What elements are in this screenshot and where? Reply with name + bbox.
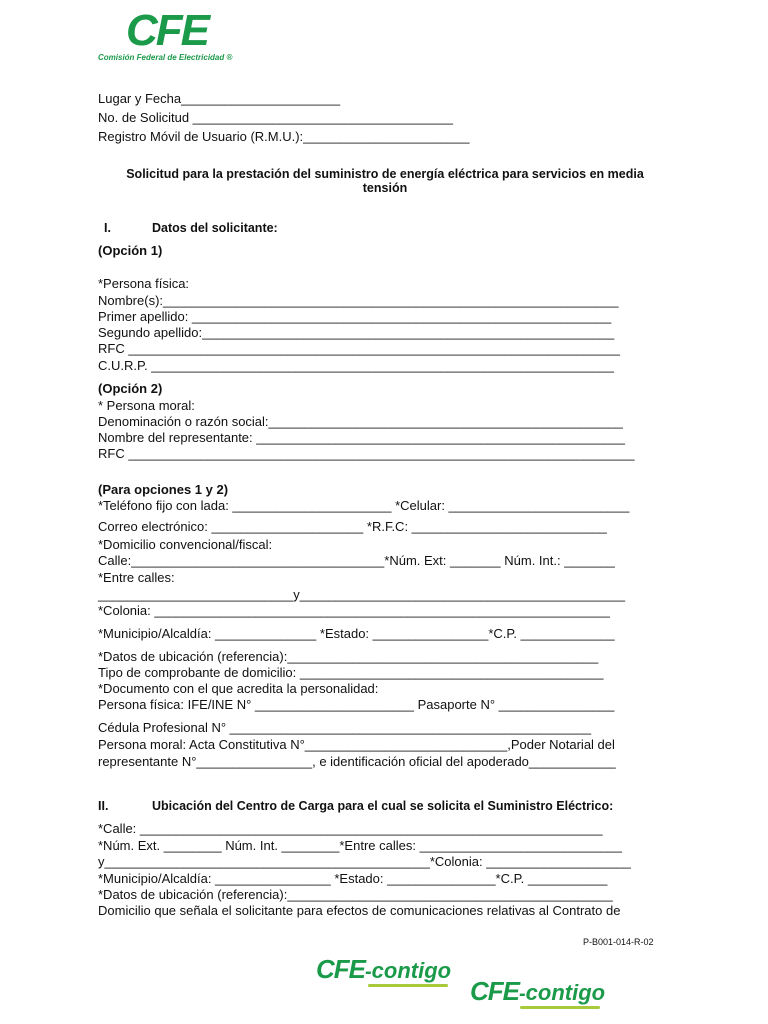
option-1-label: (Opción 1)	[98, 243, 163, 258]
form-line: Primer apellido: __________________________________________________________	[98, 309, 612, 324]
form-line: representante N°________________, e identificación oficial del apoderado____________	[98, 754, 616, 769]
cfe-contigo-logo-2: CFE-contigo	[470, 976, 606, 1006]
badge-swoosh	[368, 984, 448, 987]
form-line: C.U.R.P. ________________________________________________________________	[98, 358, 614, 373]
form-line: *Persona física:	[98, 276, 190, 291]
form-line: Segundo apellido:_________________________________________________________	[98, 325, 615, 340]
form-line: RFC ____________________________________________________________________	[98, 341, 620, 356]
field-no-solicitud: No. de Solicitud ____________________________________	[98, 110, 453, 125]
cfe-logo: CFE	[126, 6, 208, 55]
form-line: *Colonia: _______________________________________________________________	[98, 603, 610, 618]
form-line: *Documento con el que acredita la personalidad:	[98, 681, 379, 696]
form-line: y_____________________________________________*Colonia: ____________________	[98, 854, 631, 869]
cfe-logo-subtitle: Comisión Federal de Electricidad ®	[98, 53, 233, 62]
form-line: *Entre calles:	[98, 570, 175, 585]
form-line: Denominación o razón social:_________________________________________________	[98, 414, 623, 429]
form-line: Cédula Profesional N° __________________________________________________	[98, 720, 592, 735]
form-line: ___________________________y_____________________________________________	[98, 587, 626, 602]
option-2-label: (Opción 2)	[98, 381, 163, 396]
options-both-label: (Para opciones 1 y 2)	[98, 482, 229, 497]
form-line: Persona moral: Acta Constitutiva N°____________________________,Poder Notarial del	[98, 737, 615, 752]
form-line: *Datos de ubicación (referencia):_____________________________________________	[98, 887, 613, 902]
form-line: Nombre del representante: ___________________________________________________	[98, 430, 625, 445]
form-line: RFC ______________________________________________________________________	[98, 446, 635, 461]
form-line: *Calle: ________________________________________________________________	[98, 821, 603, 836]
badge-cfe-text: CFE	[470, 976, 519, 1006]
form-line: *Municipio/Alcaldía: ______________ *Estado: ________________*C.P. _____________	[98, 626, 615, 641]
badge-contigo-text: contigo	[525, 980, 606, 1005]
field-lugar-fecha: Lugar y Fecha______________________	[98, 91, 341, 106]
badge-swoosh	[520, 1006, 600, 1009]
form-line: Correo electrónico: _____________________ *R.F.C: ___________________________	[98, 519, 607, 534]
form-line: Nombre(s):_______________________________________________________________	[98, 293, 619, 308]
badge-contigo-text: contigo	[371, 958, 452, 983]
form-line: *Domicilio convencional/fiscal:	[98, 537, 273, 552]
form-line: *Municipio/Alcaldía: ________________ *Estado: _______________*C.P. ___________	[98, 871, 608, 886]
form-line: *Teléfono fijo con lada: ______________________ *Celular: _________________________	[98, 498, 630, 513]
form-line: Calle:___________________________________*Núm. Ext: _______ Núm. Int.: _______	[98, 553, 615, 568]
form-line: Tipo de comprobante de domicilio: __________________________________________	[98, 665, 604, 680]
form-line: *Núm. Ext. ________ Núm. Int. ________*Entre calles: ____________________________	[98, 838, 623, 853]
badge-cfe-text: CFE	[316, 954, 365, 984]
section-1-number: I.	[104, 221, 111, 235]
form-title: Solicitud para la prestación del suministro de energía eléctrica para servicios en media tensión	[126, 167, 644, 195]
form-line: * Persona moral:	[98, 398, 195, 413]
section-1-heading: Datos del solicitante:	[152, 221, 278, 235]
section-2-heading: Ubicación del Centro de Carga para el cual se solicita el Suministro Eléctrico:	[152, 799, 614, 813]
field-rmu: Registro Móvil de Usuario (R.M.U.):_______________________	[98, 129, 470, 144]
document-code: P-B001-014-R-02	[583, 937, 654, 947]
form-line: Persona física: IFE/INE N° ______________________ Pasaporte N° ________________	[98, 697, 615, 712]
form-line: *Datos de ubicación (referencia):___________________________________________	[98, 649, 599, 664]
section-2-number: II.	[98, 799, 109, 813]
form-line: Domicilio que señala el solicitante para efectos de comunicaciones relativas al Contrato de	[98, 903, 621, 918]
cfe-contigo-logo: CFE-contigo	[316, 954, 452, 984]
